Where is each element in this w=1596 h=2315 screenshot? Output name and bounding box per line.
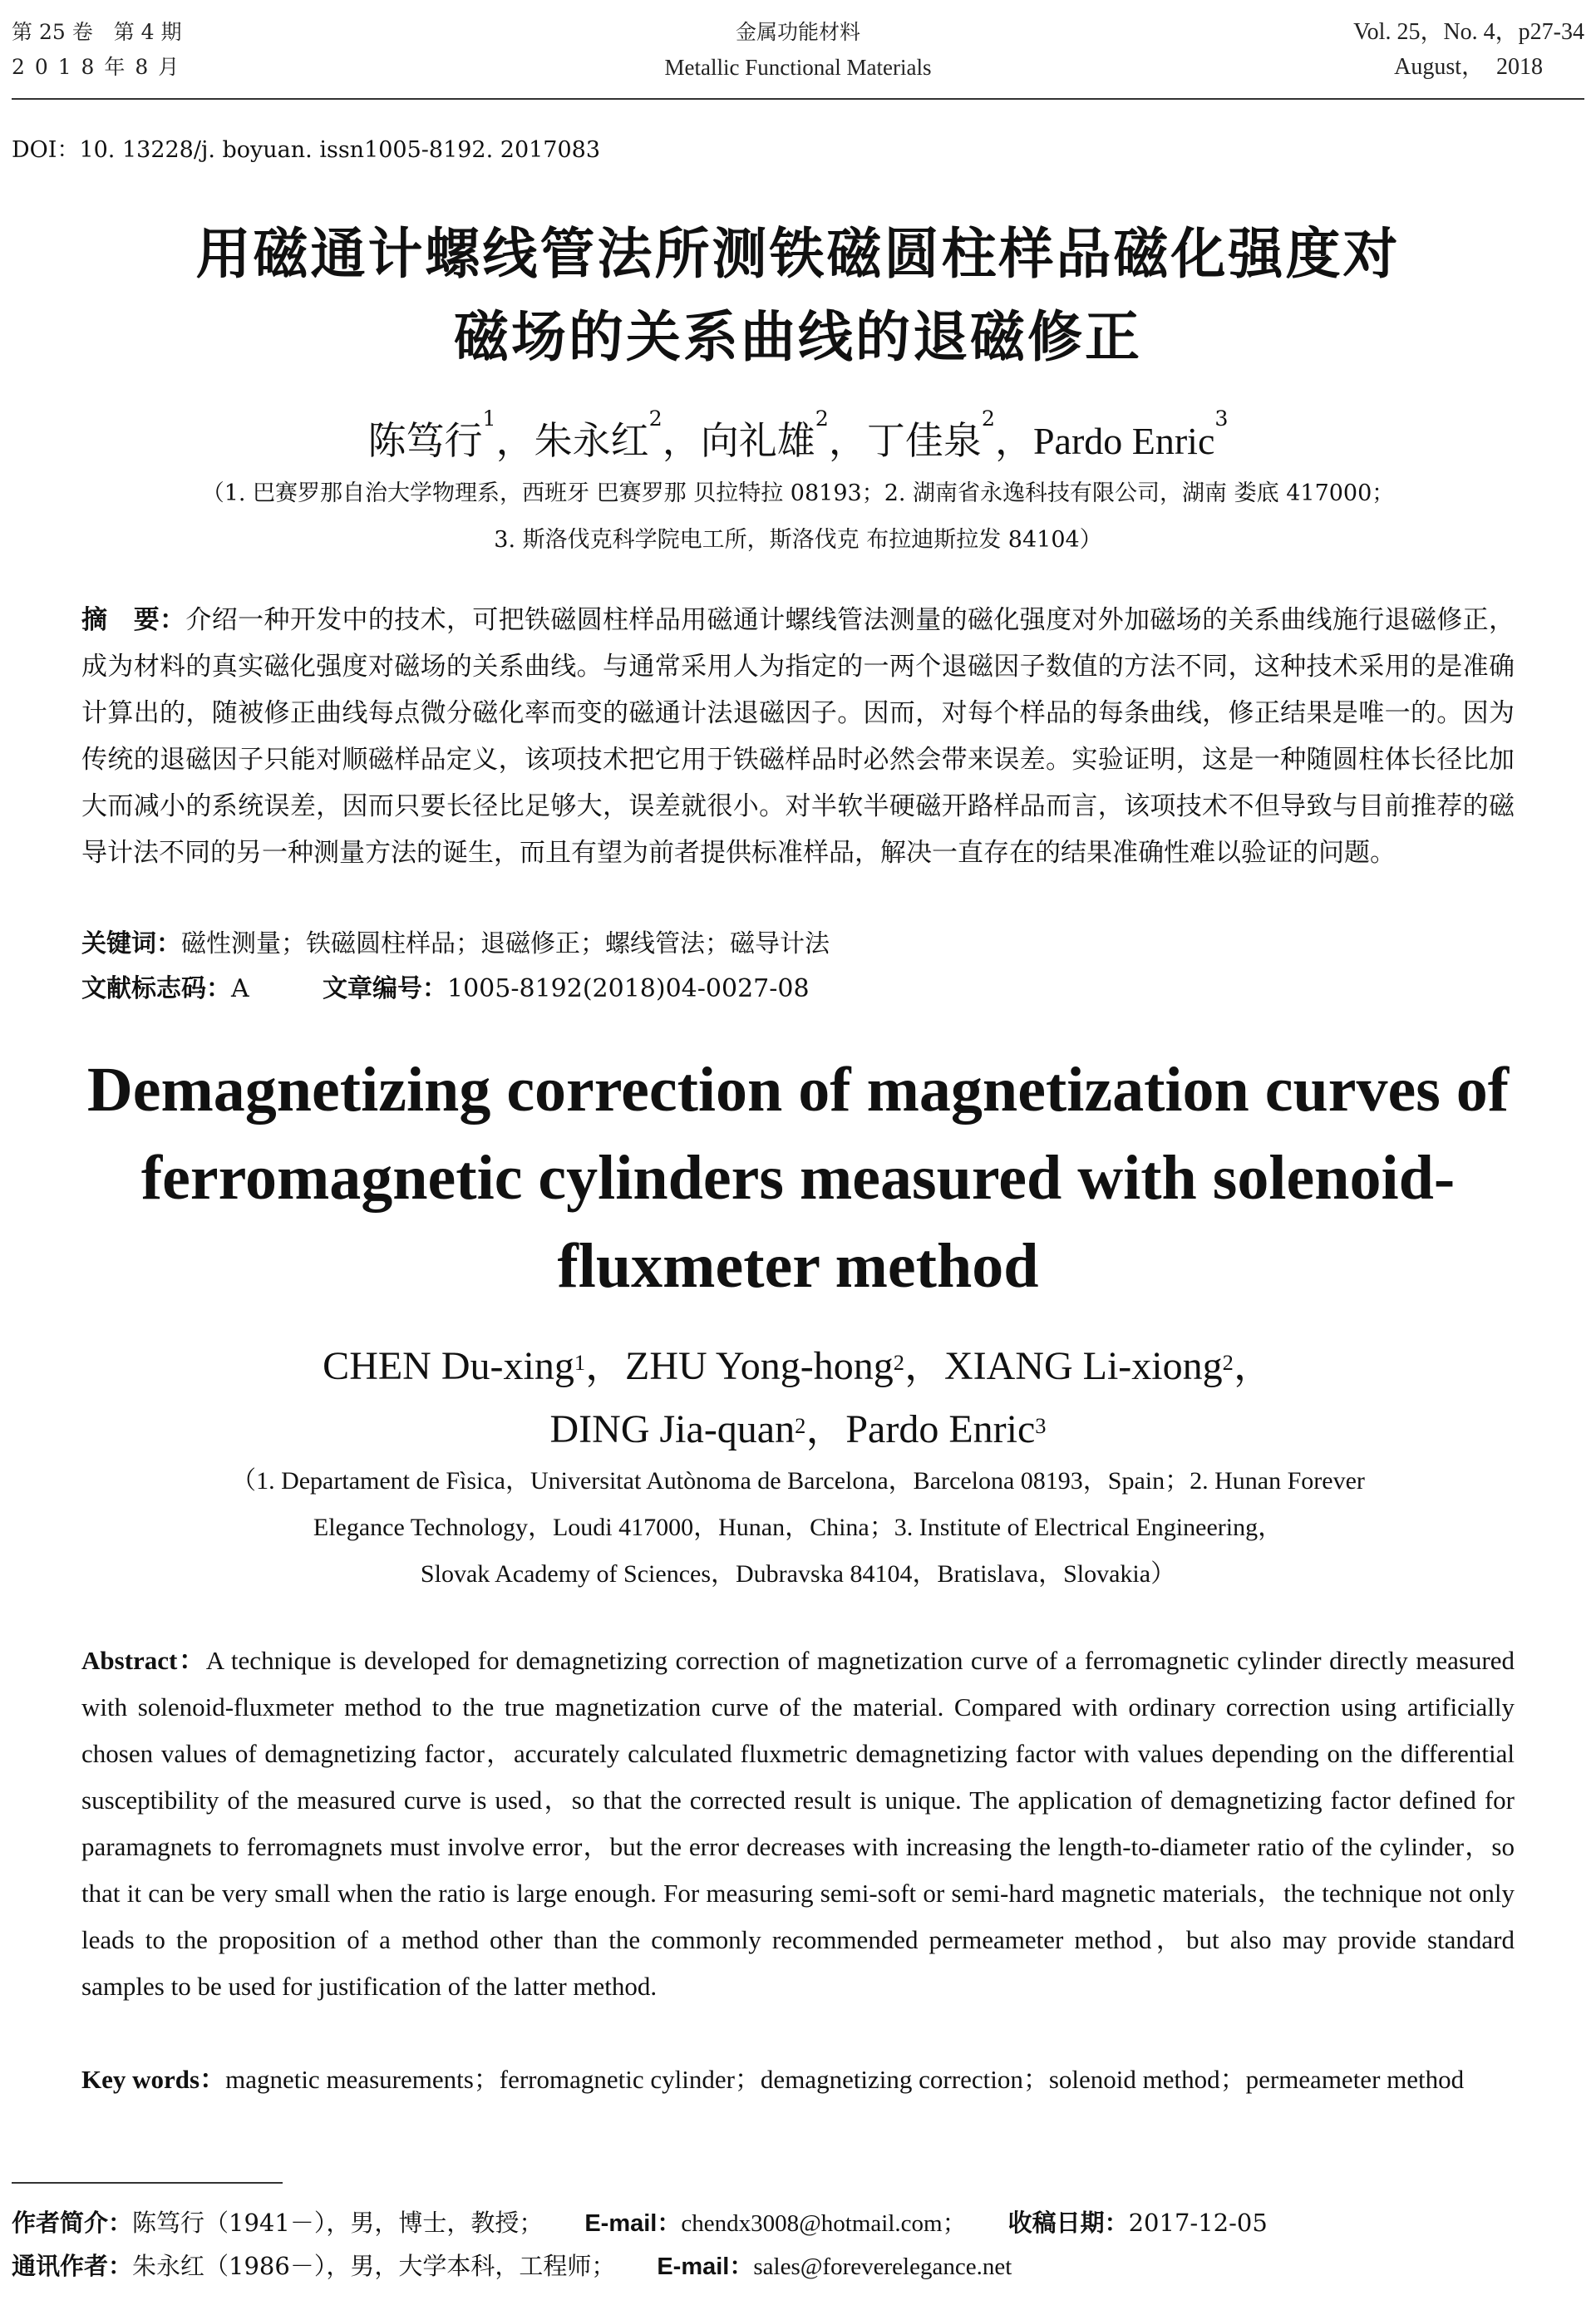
keywords-cn-label: 关键词：	[81, 929, 181, 958]
affiliations-cn-line1: （1. 巴赛罗那自治大学物理系，西班牙 巴赛罗那 贝拉特拉 08193；2. 湖南省永逸科技有限公司，湖南 娄底 417000；	[201, 480, 1395, 506]
doc-code-value: A	[231, 974, 249, 1003]
footnote-author-text: 陈笃行（1941－），男，博士，教授；	[132, 2209, 544, 2237]
authors-en-line2: DING Jia-quan$^2$，Pardo Enric$^3$	[549, 1407, 1047, 1451]
title-en-line1: Demagnetizing correction of magnetization curves of	[86, 1055, 1510, 1125]
header-date: 2 0 1 8 年 8 月	[12, 55, 181, 79]
footnote-corresponding-email-label: E-mail：	[657, 2253, 754, 2280]
header-journal-name-cn: 金属功能材料	[735, 20, 860, 44]
affiliations-en-line1: （1. Departament de Fìsica，Universitat Autònoma de Barcelona，Barcelona 08193，Spain；2. Hunan Forever	[231, 1467, 1365, 1495]
footnote-received-date: 2017-12-05	[1128, 2209, 1268, 2237]
keywords-cn	[81, 923, 830, 959]
keywords-en	[81, 2056, 1515, 2103]
author-cn: 陈笃行	[367, 418, 483, 463]
author-cn: 向礼雄	[700, 418, 815, 463]
authors-en-line1: CHEN Du-xing$^1$，ZHU Yong-hong$^2$，XIANG Li-xiong$^2$，	[323, 1344, 1273, 1388]
affiliations-en-line3: Slovak Academy of Sciences，Dubravska 84104，Bratislava，Slovakia）	[420, 1560, 1176, 1588]
affiliations-en-line2: Elegance Technology，Loudi 417000，Hunan，China；3. Institute of Electrical Engineering，	[313, 1514, 1283, 1541]
header-journal-issue: 第 25 卷 第 4 期	[12, 20, 182, 44]
abstract-en-label: Abstract：	[81, 1646, 206, 1675]
keywords-en-text: magnetic measurements；ferromagnetic cylinder；demagnetizing correction；solenoid method；permeameter method	[225, 2065, 1465, 2094]
authors-cn: 陈笃行$^1$，朱永红$^2$，向礼雄$^2$，丁佳泉$^2$，Pardo Enric$^3$	[367, 406, 1229, 463]
title-en	[0, 1046, 1596, 1310]
title-en-line2: ferromagnetic cylinders measured with solenoid-	[140, 1143, 1456, 1213]
title-cn-line1: 用磁通计螺线管法所测铁磁圆柱样品磁化强度对	[195, 222, 1401, 286]
abstract-cn	[81, 597, 1515, 876]
header-volume: Vol. 25，No. 4，p27-34	[1353, 19, 1584, 45]
footnote-corresponding-label: 通讯作者：	[12, 2252, 133, 2280]
author-cn: 丁佳泉	[866, 418, 982, 463]
keywords-cn-text: 磁性测量；铁磁圆柱样品；退磁修正；螺线管法；磁导计法	[181, 929, 830, 958]
footnote-corresponding-text: 朱永红（1986－），男，大学本科，工程师；	[132, 2252, 616, 2280]
footnote-rule	[12, 2182, 283, 2184]
document-code	[81, 968, 249, 1004]
doi: DOI：10. 13228/j. boyuan. issn1005-8192. 2017083	[12, 137, 601, 163]
abstract-cn-text: 介绍一种开发中的技术，可把铁磁圆柱样品用磁通计螺线管法测量的磁化强度对外加磁场的关系曲线施行退磁修正，成为材料的真实磁化强度对磁场的关系曲线。与通常采用人为指定的一两个退磁因子数值的方法不同，这种技术采用的是准确计算出的，随被修正曲线每点微分磁化率而变的磁通计法退磁因子。因而，对每个样品的每条曲线，修正结果是唯一的。因为传统的退磁因子只能对顺磁样品定义，该项技术把它用于铁磁样品时必然会带来误差。实验证明，这是一种随圆柱体长径比加大而减小的系统误差，因而只要长径比足够大，误差就很小。对半软半硬磁开路样品而言，该项技术不但导致与目前推荐的磁导计法不同的另一种测量方法的诞生，而且有望为前者提供标准样品，解决一直存在的结果准确性难以验证的问题。	[81, 605, 1515, 868]
author-cn: Pardo Enric	[1032, 420, 1215, 462]
footnote-email-label: E-mail：	[584, 2210, 682, 2237]
author-en: DING Jia-quan	[549, 1407, 796, 1451]
footnote-email[interactable]: chendx3008@hotmail.com；	[681, 2210, 967, 2237]
header-month-year: August， 2018	[1394, 54, 1543, 80]
article-number	[323, 968, 810, 1004]
keywords-en-label: Key words：	[81, 2065, 226, 2094]
footnote-corresponding	[12, 2246, 1012, 2287]
footnote-author-label: 作者简介：	[12, 2209, 133, 2237]
article-number-label: 文章编号：	[323, 974, 447, 1003]
header-journal-name-en: Metallic Functional Materials	[664, 55, 932, 80]
title-en-line3: fluxmeter method	[557, 1231, 1039, 1301]
footnote-author-info	[12, 2203, 1268, 2244]
doc-code-label: 文献标志码：	[81, 974, 231, 1003]
author-cn: 朱永红	[534, 418, 649, 463]
author-en: ZHU Yong-hong	[625, 1344, 894, 1388]
footnote-corresponding-email[interactable]: sales@foreverelegance.net	[753, 2253, 1012, 2280]
title-cn-line2: 磁场的关系曲线的退磁修正	[454, 305, 1142, 369]
author-en: Pardo Enric	[845, 1407, 1036, 1451]
article-number-value: 1005-8192(2018)04-0027-08	[447, 974, 810, 1003]
author-en: CHEN Du-xing	[323, 1344, 574, 1388]
abstract-cn-label: 摘 要：	[81, 605, 186, 635]
footnote-received-label: 收稿日期：	[1007, 2209, 1129, 2237]
abstract-en-text: A technique is developed for demagnetizing correction of magnetization curve of a ferromagnetic cylinder directly measured with solenoid-fluxmeter method to the true magnetization curve of the material. Compared with ordinary correction using artificially chosen values of demagnetizing factor，accurately calculated fluxmetric demagnetizing factor with values depending on the differential susceptibility of the measured curve is used，so that the corrected result is unique. The application of demagnetizing factor defined for paramagnets to ferromagnets must involve error，but the error decreases with increasing the length-to-diameter ratio of the cylinder，so that it can be very small when the ratio is large enough. For measuring semi-soft or semi-hard magnetic materials，the technique not only leads to the proposition of a method other than the commonly recommended permeameter method，but also may provide standard samples to be used for justification of the latter method.	[81, 1646, 1515, 2001]
abstract-en	[81, 1638, 1515, 2010]
author-en: XIANG Li-xiong	[943, 1344, 1223, 1388]
affiliations-cn-line2: 3. 斯洛伐克科学院电工所，斯洛伐克 布拉迪斯拉发 84104）	[494, 527, 1102, 553]
header-rule	[12, 98, 1584, 100]
